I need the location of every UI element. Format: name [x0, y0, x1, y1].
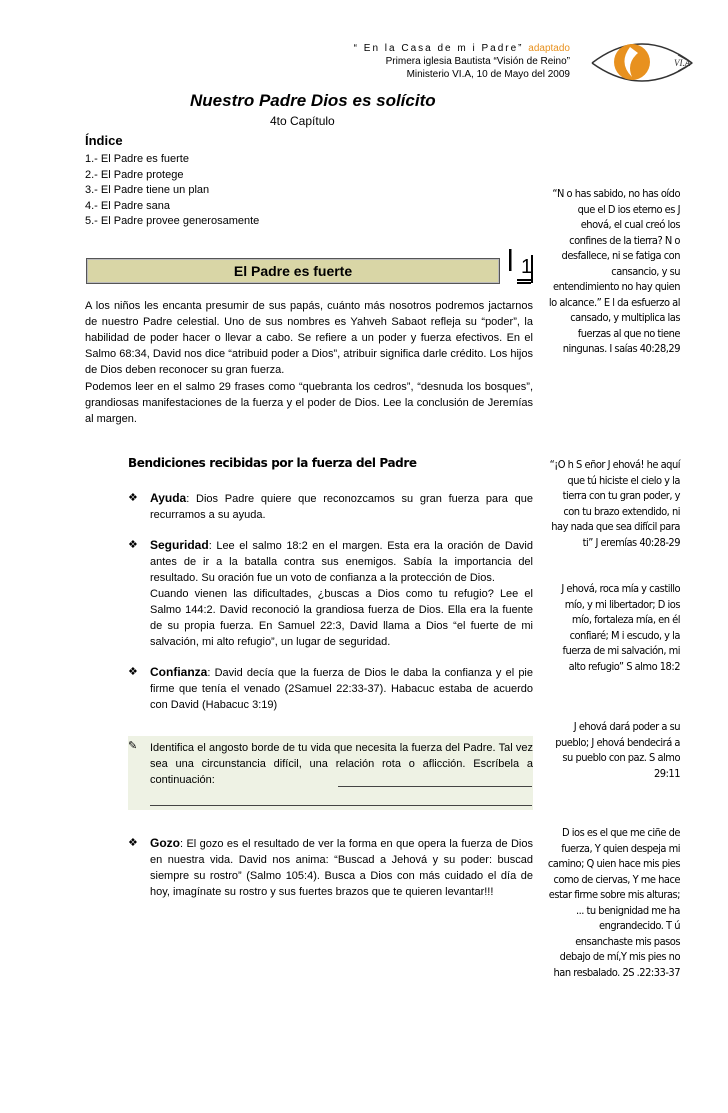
psalm-paragraph: Podemos leer en el salmo 29 frases como “quebranta los cedros”, “desnuda los bosques”, grandiosas manifestaciones de la fuerza y el poder de Dios. Lee la conclusión de Jeremías al margen.	[85, 381, 533, 425]
margin-verse-salmo-18: J ehová, roca mía y castillo mío, y mi libertador; D ios mío, fortaleza mía, en él confiaré; M i escudo, y la fuerza de mi salvación, mi alto refugio” S almo 18:2	[561, 582, 680, 673]
blessing-text: : Lee el salmo 18:2 en el margen. Esta era la oración de David antes de ir a la batalla contra sus enemigos. Sabía la importancia del resultado. Su oración fue un voto de confianza a la protección de Dios.	[150, 540, 533, 584]
blessing-text: : David decía que la fuerza de Dios le daba la confianza y el pie firme que tenía el venado (2Samuel 22:33-37). Habacuc estaba de acuerdo con David (Habacuc 3:19)	[150, 667, 533, 711]
logo-text: VI.A	[674, 58, 691, 68]
intro-paragraph: A los niños les encanta presumir de sus papás, cuánto más nosotros podremos jactarnos de nuestro Padre celestial. Uno de sus nombres es Yahveh Sabaot refleja su “poder”, la habilidad de poder hacer o llevar a cabo. Se refiere a un poder y fuerza efectivos. En el Salmo 68:34, David nos dice “atribuid poder a Dios”, atribuir significa darle crédito. Los hijos de Dios deben reconocer su gran fuerza.	[85, 300, 533, 376]
index-item: 1.- El Padre es fuerte	[85, 153, 189, 165]
index-item: 4.- El Padre sana	[85, 199, 170, 212]
blessing-text-continued: Cuando vienen las dificultades, ¿buscas a Dios como tu refugio? Lee el Salmo 144:2. David reconoció la grandiosa fuerza de Dios. Ella era la fuente de su propia fuerza. En Samuel 22:3, David llama a Dios “el fuerte de mi salvación, mi alto refugio”, un lugar de seguridad.	[150, 588, 533, 648]
header-line-2: Primera iglesia Bautista “Visión de Reino”	[385, 56, 570, 67]
index-item: 2.- El Padre protege	[85, 168, 184, 181]
margin-verse-jeremias: “¡O h S eñor J ehová! he aquí que tú hiciste el cielo y la tierra con tu gran poder, y con tu brazo extendido, ni hay nada que sea difícil para ti” J eremías 40:28-29	[549, 458, 680, 549]
answer-line[interactable]	[150, 791, 532, 806]
diamond-bullet-icon: ❖	[128, 492, 138, 504]
page-title: Nuestro Padre Dios es solícito	[190, 91, 436, 110]
index-list	[85, 152, 259, 230]
header-line-1: “ En la Casa de m i Padre”	[353, 43, 524, 54]
blessing-term: Confianza	[150, 665, 208, 679]
blessing-item-ayuda	[128, 490, 533, 523]
blessing-term: Gozo	[150, 836, 180, 850]
answer-line[interactable]	[338, 772, 532, 787]
index-item: 3.- El Padre tiene un plan	[85, 184, 210, 196]
header-line-3: Ministerio VI.A, 10 de Mayo del 2009	[406, 69, 570, 80]
section-banner: El Padre es fuerte	[86, 258, 500, 284]
pencil-icon: ✎	[128, 740, 138, 752]
writing-task-box	[128, 736, 533, 810]
blessing-term: Ayuda	[150, 491, 187, 505]
ministry-logo	[588, 33, 696, 91]
blessing-term: Seguridad	[150, 538, 209, 552]
margin-verse-samuel: D ios es el que me ciñe de fuerza, Y quien despeja mi camino; Q uien hace mis pies como de ciervas, Y me hace estar firme sobre mis alturas; ... tu benignidad me ha engrandecido. T ú ensanchaste mis pasos debajo de mí,Y mis pies no han resbalado. 2S .22:33-37	[547, 826, 680, 979]
index-item: 5.- El Padre provee generosamente	[85, 215, 260, 227]
document-header	[354, 42, 570, 81]
task-text: Identifica el angosto borde de tu vida que necesita la fuerza del Padre. Tal vez sea una circunstancia difícil, una relación rota o aflicción. Escríbela a continuación:	[150, 742, 533, 786]
blessing-item-confianza	[128, 664, 533, 713]
diamond-bullet-icon: ❖	[128, 837, 138, 849]
chapter-subtitle: 4to Capítulo	[270, 114, 335, 128]
blessings-heading: Bendiciones recibidas por la fuerza del Padre	[128, 456, 417, 470]
section-number: 1	[521, 256, 533, 278]
section-number-box	[505, 245, 535, 285]
blessing-text: : Dios Padre quiere que reconozcamos su gran fuerza para que recurramos a su ayuda.	[150, 493, 533, 521]
margin-verse-salmo-29: J ehová dará poder a su pueblo; J ehová bendecirá a su pueblo con paz. S almo 29:11	[555, 720, 680, 780]
index-heading: Índice	[85, 133, 123, 148]
diamond-bullet-icon: ❖	[128, 539, 138, 551]
blessing-text: : El gozo es el resultado de ver la forma en que opera la fuerza de Dios en nuestra vida. David nos anima: “Buscad a Jehová y su poder: buscad siempre su rostro” (Salmo 105:4). Busca a Dios con más cuidado el día de hoy, imagínate su rostro y sus fuertes brazos que te quieren levantar!!!	[150, 838, 533, 898]
blessing-item-seguridad	[128, 537, 533, 650]
diamond-bullet-icon: ❖	[128, 666, 138, 678]
header-accent: adaptado	[528, 43, 570, 54]
blessing-item-gozo	[128, 835, 533, 900]
margin-verse-isaias: “N o has sabido, no has oído que el D ios eterno es J ehová, el cual creó los confines de la tierra? N o desfallece, ni se fatiga con cansancio, y su entendimiento no hay quien lo alcance.” E l da esfuerzo al cansado, y multiplica las fuerzas al que no tiene ningunas. I saías 40:28,29	[548, 187, 680, 355]
